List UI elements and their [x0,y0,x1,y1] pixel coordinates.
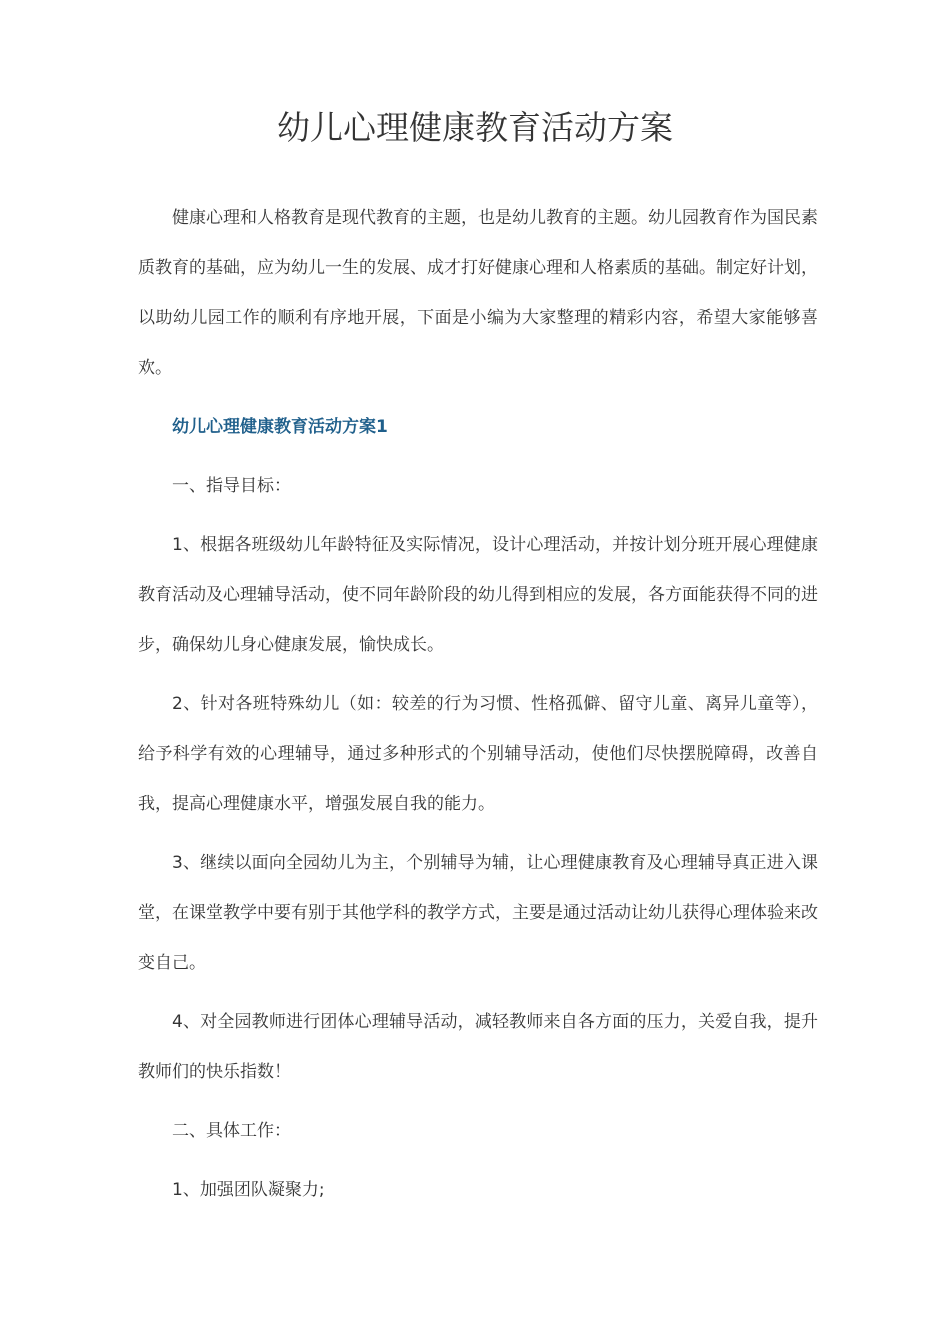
document-title: 幼儿心理健康教育活动方案 [277,108,673,147]
part1-heading: 一、指导目标： [172,476,291,496]
section-heading: 幼儿心理健康教育活动方案1 [172,417,388,437]
goal-item-1: 1、根据各班级幼儿年龄特征及实际情况，设计心理活动，并按计划分班开展心理健康教育活动及心理辅导活动，使不同年龄阶段的幼儿得到相应的发展，各方面能获得不同的进步，确保幼儿身心健康发展，愉快成长。 [138,535,818,655]
intro-paragraph: 健康心理和人格教育是现代教育的主题，也是幼儿教育的主题。幼儿园教育作为国民素质教育的基础，应为幼儿一生的发展、成才打好健康心理和人格素质的基础。制定好计划，以助幼儿园工作的顺利有序地开展，下面是小编为大家整理的精彩内容，希望大家能够喜欢。 [138,208,818,378]
part2-heading: 二、具体工作： [172,1121,291,1141]
goal-item-3: 3、继续以面向全园幼儿为主，个别辅导为辅，让心理健康教育及心理辅导真正进入课堂，在课堂教学中要有别于其他学科的教学方式，主要是通过活动让幼儿获得心理体验来改变自己。 [138,853,818,973]
work-item-1: 1、加强团队凝聚力; [172,1180,325,1200]
goal-item-4: 4、对全园教师进行团体心理辅导活动，减轻教师来自各方面的压力，关爱自我，提升教师们的快乐指数！ [138,1012,818,1082]
document-body [138,193,818,1224]
goal-item-2: 2、针对各班特殊幼儿（如：较差的行为习惯、性格孤僻、留守儿童、离异儿童等），给予科学有效的心理辅导，通过多种形式的个别辅导活动，使他们尽快摆脱障碍，改善自我，提高心理健康水平，增强发展自我的能力。 [138,694,818,814]
